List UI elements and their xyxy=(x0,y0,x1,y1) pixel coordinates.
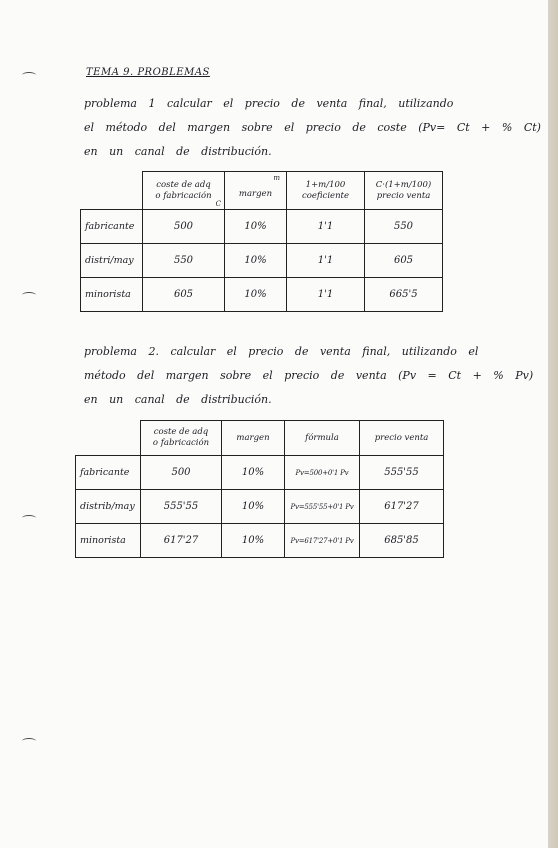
row-label: distri/may xyxy=(81,244,143,278)
header-price xyxy=(360,421,444,456)
header-margin xyxy=(222,421,285,456)
price-cell: 665'5 xyxy=(365,278,443,312)
punch-hole-mark xyxy=(22,72,36,78)
header-price-label: precio venta xyxy=(374,432,429,443)
cost-cell: 605 xyxy=(143,278,225,312)
header-formula xyxy=(285,421,360,456)
table-row xyxy=(76,490,444,524)
punch-hole-mark xyxy=(22,292,36,298)
header-cost-line: coste de adq xyxy=(156,179,211,190)
problem2-line: en un canal de distribución. xyxy=(84,393,272,406)
margin-cell: 10% xyxy=(222,456,285,490)
header-margin-label: margen xyxy=(236,432,270,443)
header-margin-symbol: m xyxy=(273,174,280,182)
table-row xyxy=(81,210,443,244)
empty-corner-cell xyxy=(76,421,141,456)
header-cost-line: coste de adq xyxy=(153,427,209,437)
header-cost xyxy=(141,421,222,456)
header-coef-line: coeficiente xyxy=(301,190,349,201)
header-cost-line: o fabricación xyxy=(155,190,212,201)
header-coefficient xyxy=(287,172,365,210)
table-header-row xyxy=(76,421,444,456)
table-row xyxy=(81,278,443,312)
empty-corner-cell xyxy=(81,172,143,210)
header-margin xyxy=(225,172,287,210)
header-price-line: C·(1+m/100) xyxy=(375,179,432,190)
formula-cell: Pv=500+0'1 Pv xyxy=(285,456,360,490)
row-label: fabricante xyxy=(76,456,141,490)
cost-cell: 555'55 xyxy=(141,490,222,524)
margin-cell: 10% xyxy=(222,490,285,524)
header-price xyxy=(365,172,443,210)
header-cost-symbol: C xyxy=(215,200,221,208)
margin-cell: 10% xyxy=(225,210,287,244)
problem1-table xyxy=(80,171,443,312)
cost-cell: 500 xyxy=(141,456,222,490)
coefficient-cell: 1'1 xyxy=(287,210,365,244)
problem2-line: problema 2. calcular el precio de venta final, utilizando el xyxy=(84,345,479,358)
page-title: TEMA 9. PROBLEMAS xyxy=(86,67,210,78)
problem1-line: el método del margen sobre el precio de coste (Pv= Ct + % Ct) xyxy=(84,121,541,134)
table-row xyxy=(81,244,443,278)
header-formula-label: fórmula xyxy=(305,432,339,443)
formula-cell: Pv=555'55+0'1 Pv xyxy=(285,490,360,524)
header-cost-line: o fabricación xyxy=(152,438,210,448)
cost-cell: 550 xyxy=(143,244,225,278)
problem2-statement xyxy=(84,340,534,412)
header-margin-label: margen xyxy=(238,189,273,199)
price-cell: 617'27 xyxy=(360,490,444,524)
problem1-line: problema 1 calcular el precio de venta final, utilizando xyxy=(84,97,454,110)
price-cell: 605 xyxy=(365,244,443,278)
table-row xyxy=(76,456,444,490)
header-price-line: precio venta xyxy=(376,190,431,201)
price-cell: 685'85 xyxy=(360,524,444,558)
problem2-table xyxy=(75,420,444,558)
row-label: fabricante xyxy=(81,210,143,244)
punch-hole-mark xyxy=(22,515,36,521)
cost-cell: 617'27 xyxy=(141,524,222,558)
problem1-line: en un canal de distribución. xyxy=(84,145,272,158)
table-header-row xyxy=(81,172,443,210)
row-label: minorista xyxy=(76,524,141,558)
formula-cell: Pv=617'27+0'1 Pv xyxy=(285,524,360,558)
price-cell: 550 xyxy=(365,210,443,244)
header-cost xyxy=(143,172,225,210)
margin-cell: 10% xyxy=(225,278,287,312)
page-edge xyxy=(548,0,558,848)
margin-cell: 10% xyxy=(222,524,285,558)
row-label: distrib/may xyxy=(76,490,141,524)
table-row xyxy=(76,524,444,558)
price-cell: 555'55 xyxy=(360,456,444,490)
margin-cell: 10% xyxy=(225,244,287,278)
row-label: minorista xyxy=(81,278,143,312)
coefficient-cell: 1'1 xyxy=(287,278,365,312)
punch-hole-mark xyxy=(22,738,36,744)
problem1-statement xyxy=(84,92,541,164)
coefficient-cell: 1'1 xyxy=(287,244,365,278)
cost-cell: 500 xyxy=(143,210,225,244)
problem2-line: método del margen sobre el precio de venta (Pv = Ct + % Pv) xyxy=(84,369,534,382)
header-coef-line: 1+m/100 xyxy=(305,179,346,190)
